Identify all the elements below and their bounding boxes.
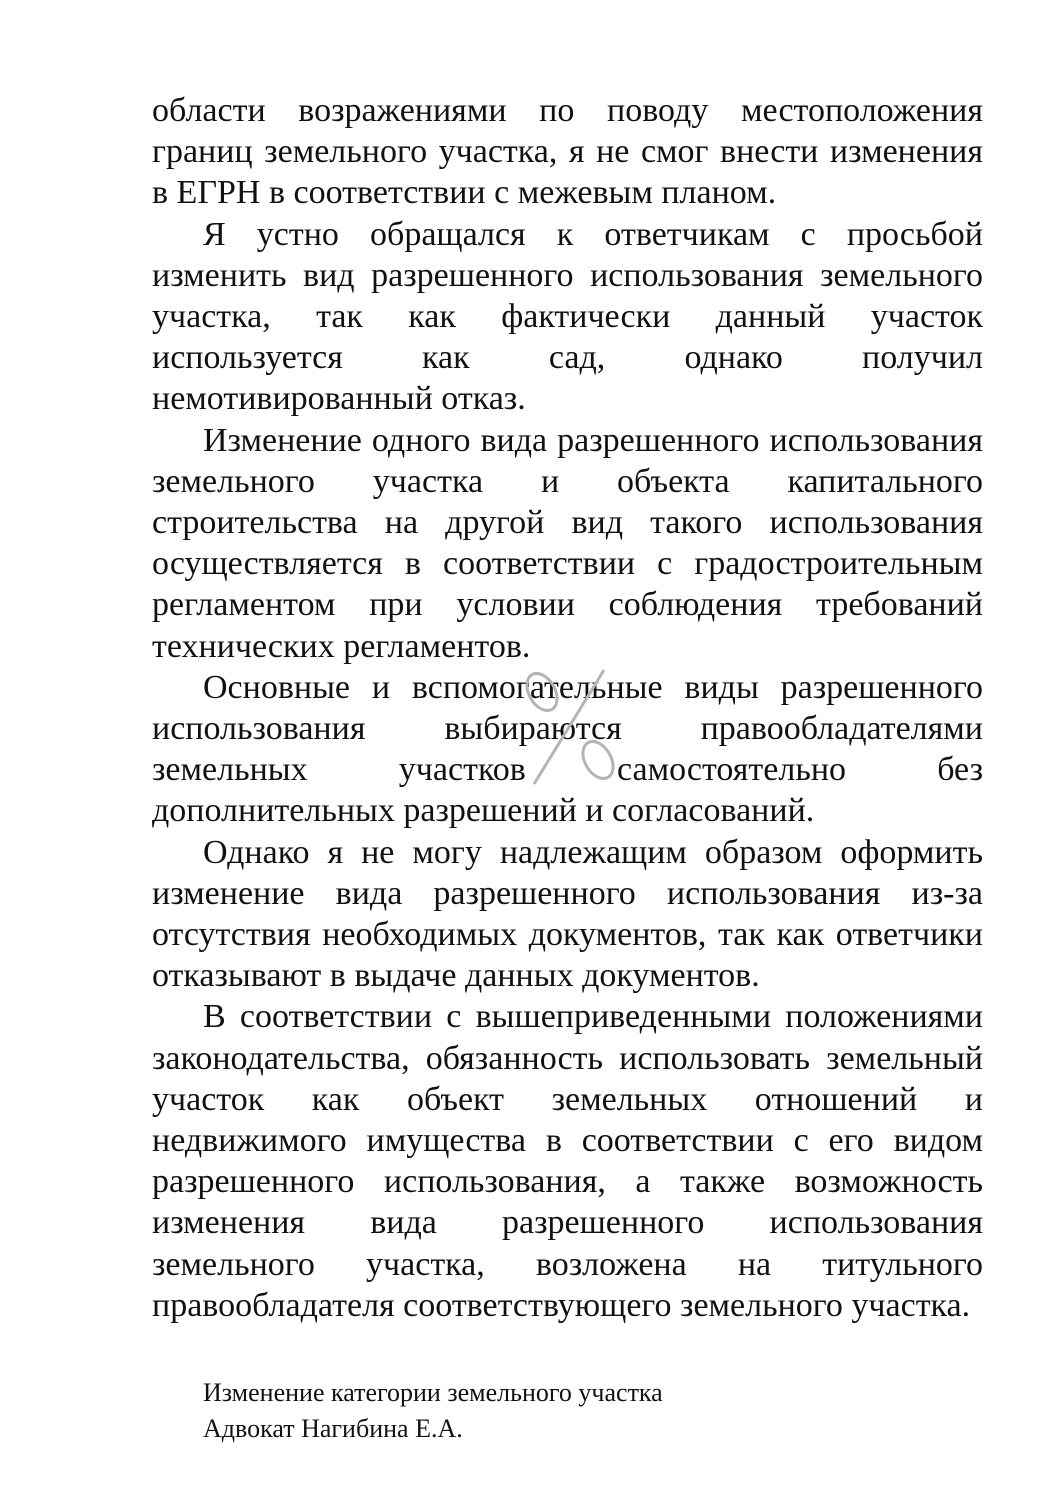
document-footer [203,1375,663,1447]
paragraph-boundary-objections: области возражениями по поводу местоположения границ земельного участка, я не смог внести изменения в ЕГРН в соответствии с межевым планом. [152,92,983,212]
footer-author: Адвокат Нагибина Е.А. [203,1414,463,1443]
paragraph-missing-documents: Однако я не могу надлежащим образом оформить изменение вида разрешенного использования из-за отсутствия необходимых документов, так как ответчики отказывают в выдаче данных документов. [152,833,983,995]
paragraph-main-and-auxiliary-uses: Основные и вспомогательные виды разрешенного использования выбираются правообладателями земельных участков самостоятельно без дополнительных разрешений и согласований. [152,668,983,830]
paragraph-change-of-use: Изменение одного вида разрешенного использования земельного участка и объекта капитального строительства на другой вид такого использования осуществляется в соответствии с градостроительным регламентом при условии соблюдения требований технических регламентов. [152,421,983,665]
paragraph-legal-obligation: В соответствии с вышеприведенными положениями законодательства, обязанность использовать земельный участок как объект земельных отношений и недвижимого имущества в соответствии с его видом разрешенного использования, а также возможность изменения вида разрешенного использования земельного участка, возложена на титульного правообладателя соответствующего земельного участка. [152,998,983,1324]
percent-watermark-icon [512,652,632,802]
paragraph-oral-request: Я устно обращался к ответчикам с просьбой изменить вид разрешенного использования земельного участка, так как фактически данный участок используется как сад, однако получил немотивированный отказ. [152,215,983,418]
footer-title: Изменение категории земельного участка [203,1378,663,1407]
